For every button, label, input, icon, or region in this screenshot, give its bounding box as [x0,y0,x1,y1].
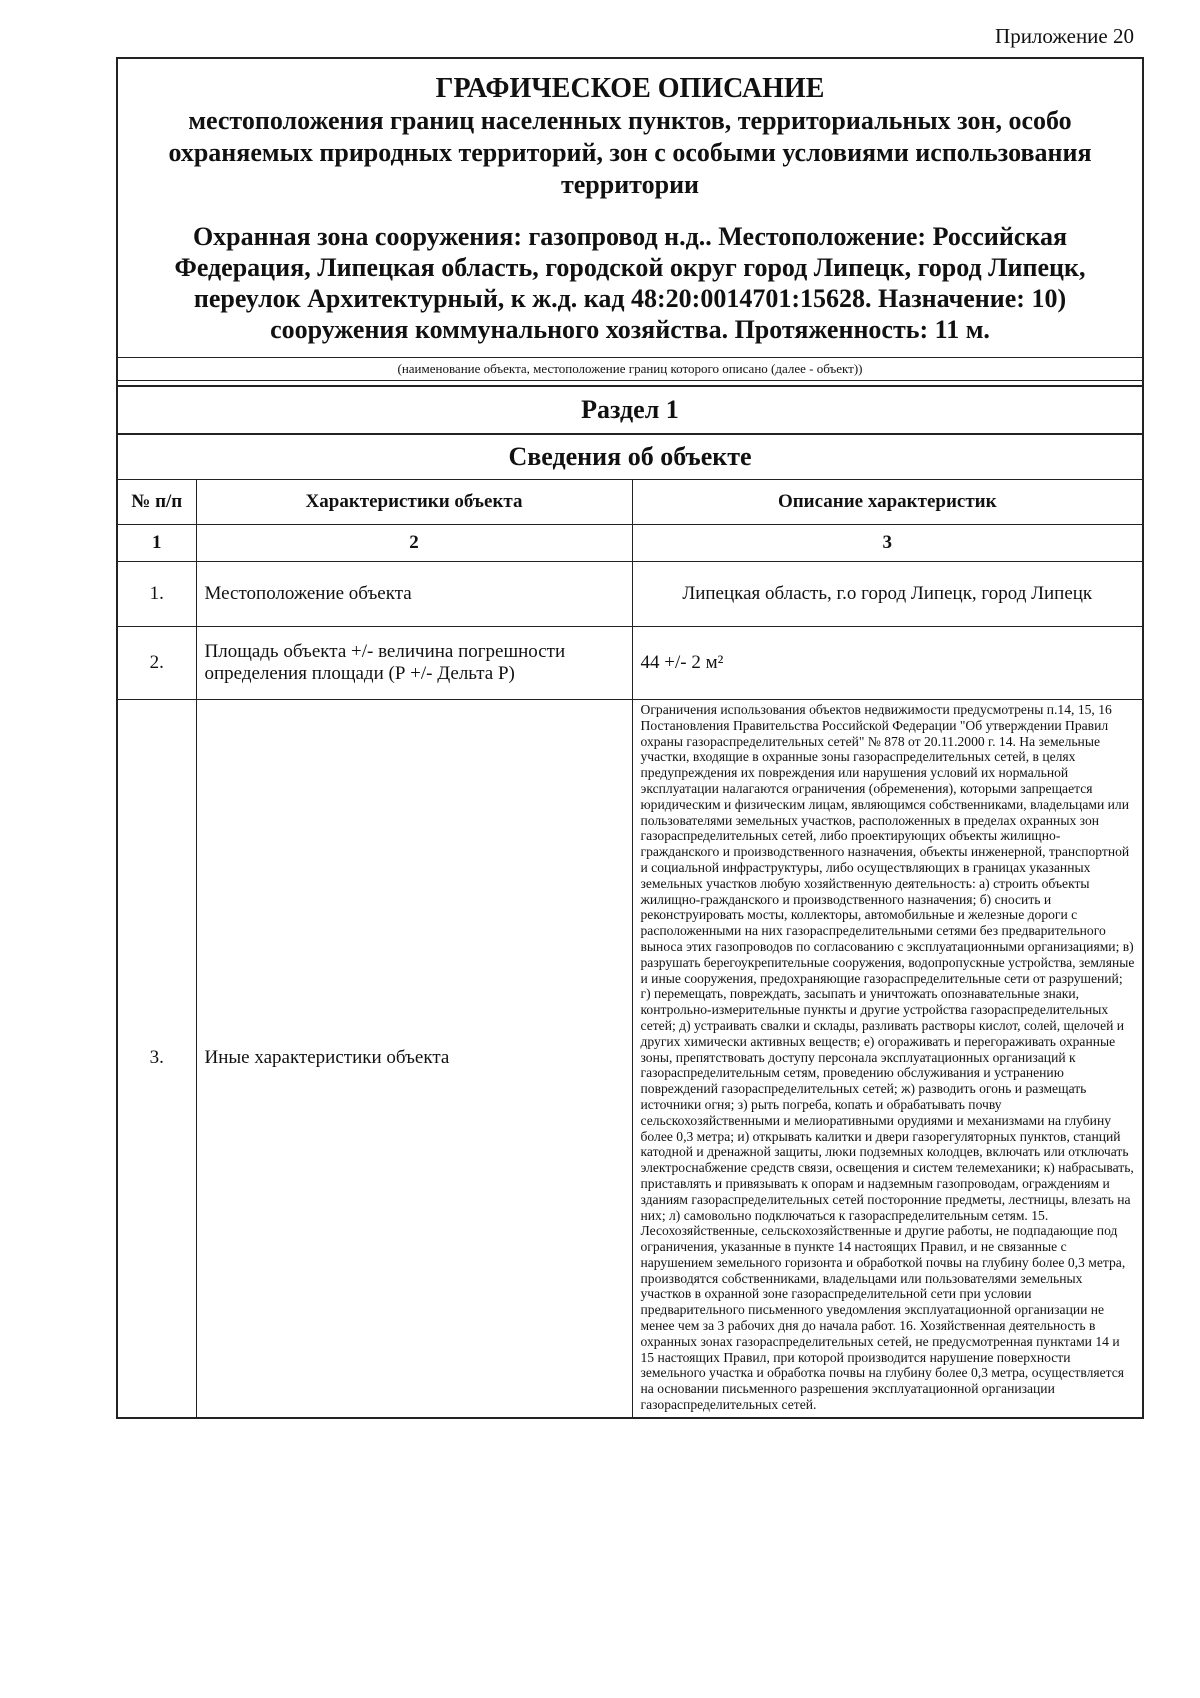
row-number: 1. [118,562,196,627]
table-header-row [118,480,1142,525]
object-caption: (наименование объекта, местоположение границ которого описано (далее - объект)) [118,357,1142,380]
section-heading: Раздел 1 [118,385,1142,433]
document-sheet [116,57,1144,1419]
title-block [118,59,1142,353]
object-description: Охранная зона сооружения: газопровод н.д.. Местоположение: Российская Федерация, Липецкая область, городской округ город Липецк, город Липецк, переулок Архитектурный, к ж.д. кад 48:20:0014701:15628. Назначение: 10) сооружения коммунального хозяйства. Протяженность: 11 м. [174,222,1086,344]
row-description: Ограничения использования объектов недвижимости предусмотрены п.14, 15, 16 Постановления Правительства Российской Федерации "Об утверждении Правил охраны газораспределительных сетей" № 878 от 20.11.2000 г. 14. На земельные участки, входящие в охранные зоны газораспределительных сетей, в целях предупреждения их повреждения или нарушения условий их нормальной эксплуатации налагаются ограничения (обременения), которыми запрещается юридическим и физическим лицам, являющимся собственниками, владельцами или пользователями земельных участков, расположенных в пределах охранных зон газораспределительных сетей, либо проектирующих объекты жилищно-гражданского и производственного назначения, объекты инженерной, транспортной и социальной инфраструктуры, либо осуществляющих в границах указанных земельных участков любую хозяйственную деятельность: а) строить объекты жилищно-гражданского и производственного назначения; б) сносить и реконструировать мосты, коллекторы, автомобильные и железные дороги с расположенными на них газораспределительными сетями без предварительного выноса этих газопроводов по согласованию с эксплуатационными организациями; в) разрушать берегоукрепительные сооружения, водопропускные устройства, земляные и иные сооружения, предохраняющие газораспределительные сети от разрушений; г) перемещать, повреждать, засыпать и уничтожать опознавательные знаки, контрольно-измерительные пункты и другие устройства газораспределительных сетей; д) устраивать свалки и склады, разливать растворы кислот, солей, щелочей и других химически активных веществ; е) огораживать и перегораживать охранные зоны, препятствовать доступу персонала эксплуатационных организаций к газораспределительным сетям, проведению обслуживания и устранению повреждений газораспределительных сетей; ж) разводить огонь и размещать источники огня; з) рыть погреба, копать и обрабатывать почву сельскохозяйственными и мелиоративными орудиями и механизмами на глубину более 0,3 метра; и) открывать калитки и двери газорегуляторных пунктов, станций катодной и дренажной защиты, люки подземных колодцев, включать или отключать электроснабжение средств связи, освещения и систем телемеханики; к) набрасывать, приставлять и привязывать к опорам и надземным газопроводам, ограждениям и зданиям газораспределительных сетей посторонние предметы, лестницы, влезать на них; л) самовольно подключаться к газораспределительным сетям. 15. Лесохозяйственные, сельскохозяйственные и другие работы, не подпадающие под ограничения, указанные в пункте 14 настоящих Правил, и не связанные с нарушением земельного горизонта и обработкой почвы на глубину более 0,3 метра, производятся собственниками, владельцами или пользователями земельных участков в охранной зоне газораспределительной сети при условии предварительного письменного уведомления эксплуатационной организации не менее чем за 3 рабочих дня до начала работ. 16. Хозяйственная деятельность в охранных зонах газораспределительных сетей, не предусмотренная пунктами 14 и 15 настоящих Правил, при которой производится нарушение поверхности земельного участка и обработка почвы на глубину более 0,3 метра, осуществляется на основании письменного разрешения эксплуатационной организации газораспределительных сетей. [632,700,1142,1417]
header-characteristic: Характеристики объекта [196,480,632,525]
row-characteristic: Площадь объекта +/- величина погрешности определения площади (Р +/- Дельта Р) [196,627,632,700]
row-number: 2. [118,627,196,700]
column-number: 1 [118,525,196,562]
column-number: 3 [632,525,1142,562]
table-row [118,562,1142,627]
row-description: 44 +/- 2 м² [632,627,1142,700]
table-row [118,700,1142,1417]
row-description: Липецкая область, г.о город Липецк, город Липецк [632,562,1142,627]
row-characteristic: Иные характеристики объекта [196,700,632,1417]
row-number: 3. [118,700,196,1417]
row-characteristic: Местоположение объекта [196,562,632,627]
column-number: 2 [196,525,632,562]
section-title: Сведения об объекте [118,433,1142,479]
document-subtitle: местоположения границ населенных пунктов, территориальных зон, особо охраняемых природных территорий, зон с особыми условиями использования территории [168,106,1092,199]
header-number: № п/п [118,480,196,525]
document-title: ГРАФИЧЕСКОЕ ОПИСАНИЕ [435,73,825,104]
appendix-label: Приложение 20 [995,24,1134,48]
header-description: Описание характеристик [632,480,1142,525]
table-row [118,627,1142,700]
column-number-row [118,525,1142,562]
object-info-table [118,479,1142,1417]
